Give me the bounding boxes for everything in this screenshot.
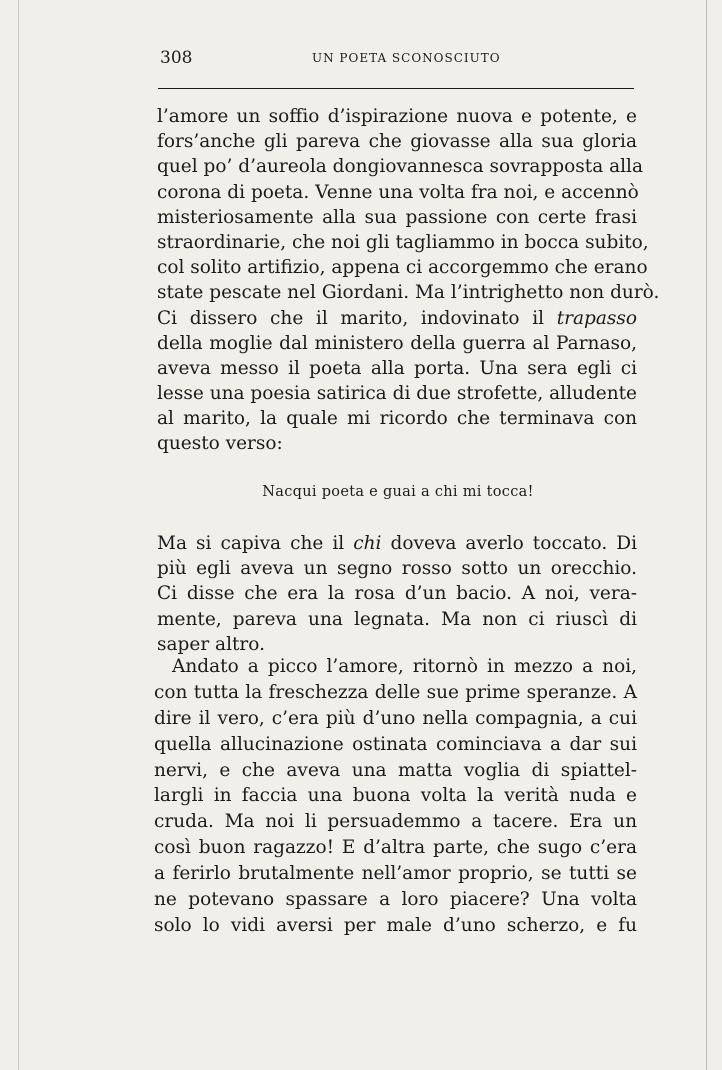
- italic-word-trapasso: trapasso: [556, 307, 637, 329]
- text-line: quel po’ d’aureola dongiovannesca sovrapposta alla: [157, 156, 643, 178]
- text-line: della moglie dal ministero della guerra al Parnaso,: [157, 332, 637, 354]
- text-line: saper altro.: [157, 633, 265, 655]
- text-line: con tutta la freschezza delle sue prime speranze. A: [154, 681, 637, 703]
- text-line: così buon ragazzo! E d’altra parte, che sugo c’era: [154, 837, 637, 859]
- header-rule: [158, 88, 634, 89]
- text-line: nervi, e che aveva una matta voglia di spiattel-: [154, 759, 637, 781]
- italic-word-chi: chi: [353, 533, 382, 554]
- text-line: Ci disse che era la rosa d’un bacio. A noi, vera-: [157, 583, 637, 605]
- text-line: col solito artifizio, appena ci accorgemmo che erano: [157, 257, 648, 279]
- text-line: cruda. Ma noi li persuademmo a tacere. Era un: [154, 811, 637, 833]
- running-title: UN POETA SCONOSCIUTO: [312, 51, 501, 65]
- text-line: corona di poeta. Venne una volta fra noi, e accennò: [157, 181, 639, 203]
- text-line: l’amore un soffio d’ispirazione nuova e potente, e: [157, 106, 637, 127]
- paragraph-2: [157, 531, 637, 657]
- page-edge-right: [706, 0, 707, 1070]
- text-segment: Ci dissero che il marito, indovinato il: [157, 307, 545, 329]
- text-line: Andato a picco l’amore, ritornò in mezzo a noi,: [172, 656, 637, 677]
- paragraph-1: [157, 104, 660, 457]
- text-line: straordinarie, che noi gli tagliammo in bocca subito,: [157, 231, 649, 253]
- text-line: lesse una poesia satirica di due strofette, alludente: [157, 383, 637, 405]
- text-line: fors’anche gli pareva che giovasse alla sua gloria: [157, 131, 637, 153]
- text-line: dire il vero, c’era più d’uno nella compagnia, a cui: [154, 707, 637, 729]
- text-line: largli in faccia una buona volta la verità nuda e: [154, 785, 637, 807]
- text-line: al marito, la quale mi ricordo che terminava con: [157, 408, 637, 430]
- text-line: quella allucinazione ostinata cominciava a dar sui: [154, 733, 637, 755]
- text-segment: doveva averlo toccato. Di: [390, 533, 638, 554]
- text-line: aveva messo il poeta alla porta. Una sera egli ci: [157, 357, 637, 379]
- text-line: mente, pareva una legnata. Ma non ci riuscì di: [157, 608, 637, 630]
- page-edge-left: [18, 0, 19, 1070]
- paragraph-3: [154, 654, 637, 939]
- text-line-with-italic: [157, 306, 637, 331]
- text-line: più egli aveva un segno rosso sotto un orecchio.: [157, 558, 637, 580]
- text-segment: Ma si capiva che il: [157, 533, 345, 554]
- quoted-verse: Nacqui poeta e guai a chi mi tocca!: [262, 484, 534, 500]
- text-line: a ferirlo brutalmente nell’amor proprio, se tutti se: [154, 863, 637, 885]
- text-line: ne potevano spassare a loro piacere? Una volta: [154, 889, 637, 911]
- text-line: solo lo vidi aversi per male d’uno scherzo, e fu: [154, 914, 637, 936]
- page-number: 308: [160, 48, 193, 68]
- text-line: misteriosamente alla sua passione con certe frasi: [157, 206, 637, 228]
- running-head: [158, 48, 634, 70]
- text-line: state pescate nel Giordani. Ma l’intrighetto non durò.: [157, 282, 660, 304]
- text-line: questo verso:: [157, 433, 283, 455]
- text-line-with-italic: [157, 531, 637, 556]
